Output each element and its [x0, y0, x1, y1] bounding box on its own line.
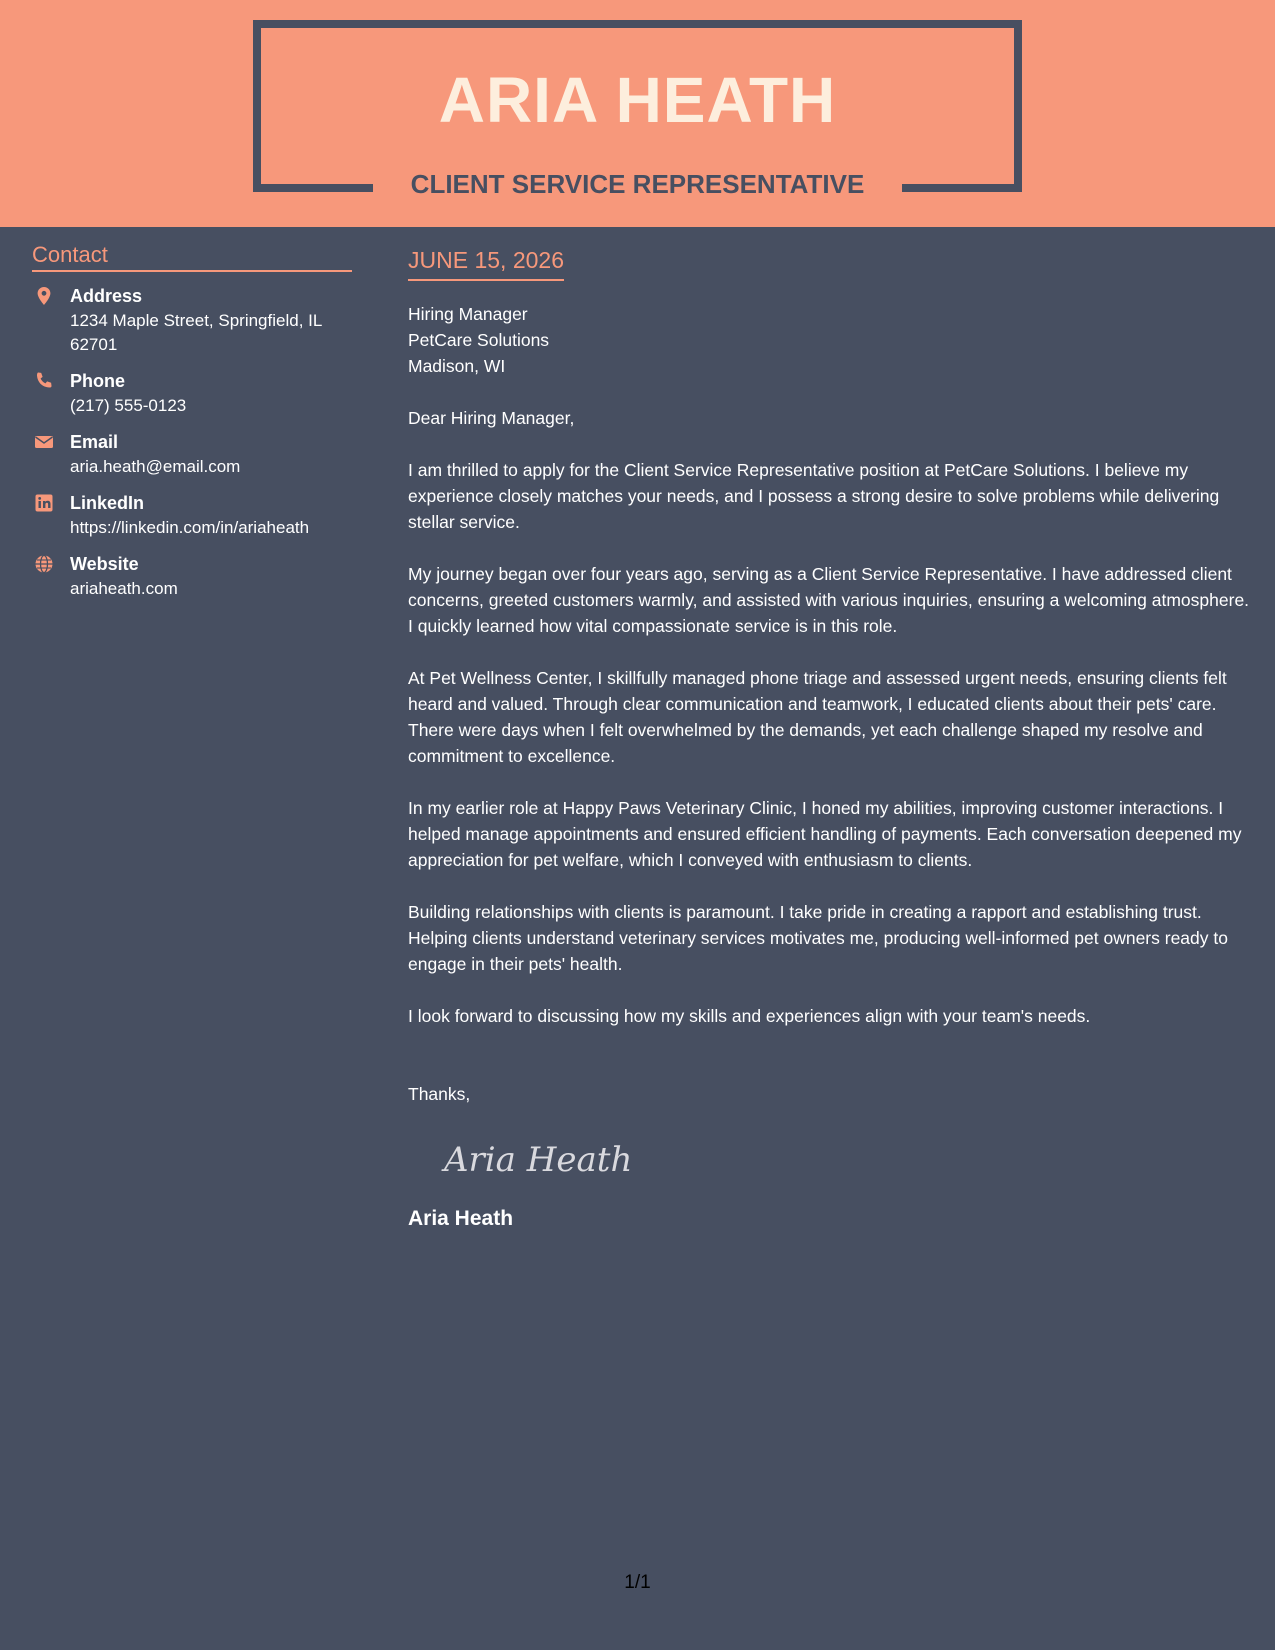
contact-item-address — [32, 284, 352, 357]
page-number: 1/1 — [624, 1572, 651, 1593]
letter-paragraph: Building relationships with clients is paramount. I take pride in creating a rapport and establishing trust. Helping clients understand veterinary services motivates me, producing well-informed pet owners ready to engage in their pets' health. — [408, 902, 1228, 974]
linkedin-icon — [32, 491, 70, 540]
closing: Thanks, — [408, 1084, 471, 1104]
contact-label: Phone — [70, 371, 126, 391]
letter-paragraph: In my earlier role at Happy Paws Veterinary Clinic, I honed my abilities, improving customer interactions. I helped manage appointments and ensured efficient handling of payments. Each conversation deepened my appreciation for pet welfare, which I conveyed with enthusiasm to clients. — [408, 798, 1242, 870]
contact-value: (217) 555-0123 — [70, 396, 187, 415]
header-frame-bottom-right — [902, 184, 1022, 192]
applicant-name: ARIA HEATH — [438, 64, 837, 136]
recipient-line: Hiring Manager — [408, 304, 528, 324]
signature-text: Aria Heath — [444, 1140, 633, 1180]
contact-label: Website — [70, 554, 139, 574]
handwritten-signature — [440, 1127, 1258, 1187]
letter-paragraph: I am thrilled to apply for the Client Service Representative position at PetCare Solutions. I believe my experience closely matches your needs, and I possess a strong desire to solve problems while delivering stellar service. — [408, 460, 1220, 532]
salutation: Dear Hiring Manager, — [408, 408, 575, 428]
contact-item-linkedin — [32, 491, 352, 540]
contact-value: 1234 Maple Street, Springfield, IL 62701 — [70, 311, 322, 354]
signer-name: Aria Heath — [408, 1207, 514, 1230]
letter-paragraph: I look forward to discussing how my skills and experiences align with your team's needs. — [408, 1006, 1091, 1026]
letter-paragraph: My journey began over four years ago, serving as a Client Service Representative. I have addressed client concerns, greeted customers warmly, and assisted with various inquiries, ensuring a welcoming atmosphere. I quickly learned how vital compassionate service is in this role. — [408, 564, 1250, 636]
map-pin-icon — [32, 284, 70, 357]
contact-label: Email — [70, 432, 119, 452]
job-title: CLIENT SERVICE REPRESENTATIVE — [410, 169, 865, 199]
globe-icon — [32, 552, 70, 601]
contact-value: ariaheath.com — [70, 579, 178, 598]
contact-heading: Contact — [32, 240, 352, 272]
contact-sidebar — [32, 240, 352, 613]
letter-date: JUNE 15, 2026 — [408, 245, 564, 281]
contact-label: LinkedIn — [70, 493, 145, 513]
contact-item-email — [32, 430, 352, 479]
header-frame-bottom-left — [253, 184, 373, 192]
phone-icon — [32, 369, 70, 418]
envelope-icon — [32, 430, 70, 479]
contact-label: Address — [70, 286, 143, 306]
contact-item-phone — [32, 369, 352, 418]
letter-paragraph: At Pet Wellness Center, I skillfully managed phone triage and assessed urgent needs, ensuring clients felt heard and valued. Through clear communication and teamwork, I educated clients about their pets' care. There were days when I felt overwhelmed by the demands, yet each challenge shaped my resolve and commitment to excellence. — [408, 668, 1227, 766]
contact-item-website — [32, 552, 352, 601]
letter-body — [408, 245, 1258, 1233]
recipient-block — [408, 301, 1258, 379]
contact-value: aria.heath@email.com — [70, 457, 241, 476]
recipient-line: PetCare Solutions — [408, 330, 550, 350]
contact-value: https://linkedin.com/in/ariaheath — [70, 518, 310, 537]
recipient-line: Madison, WI — [408, 356, 506, 376]
